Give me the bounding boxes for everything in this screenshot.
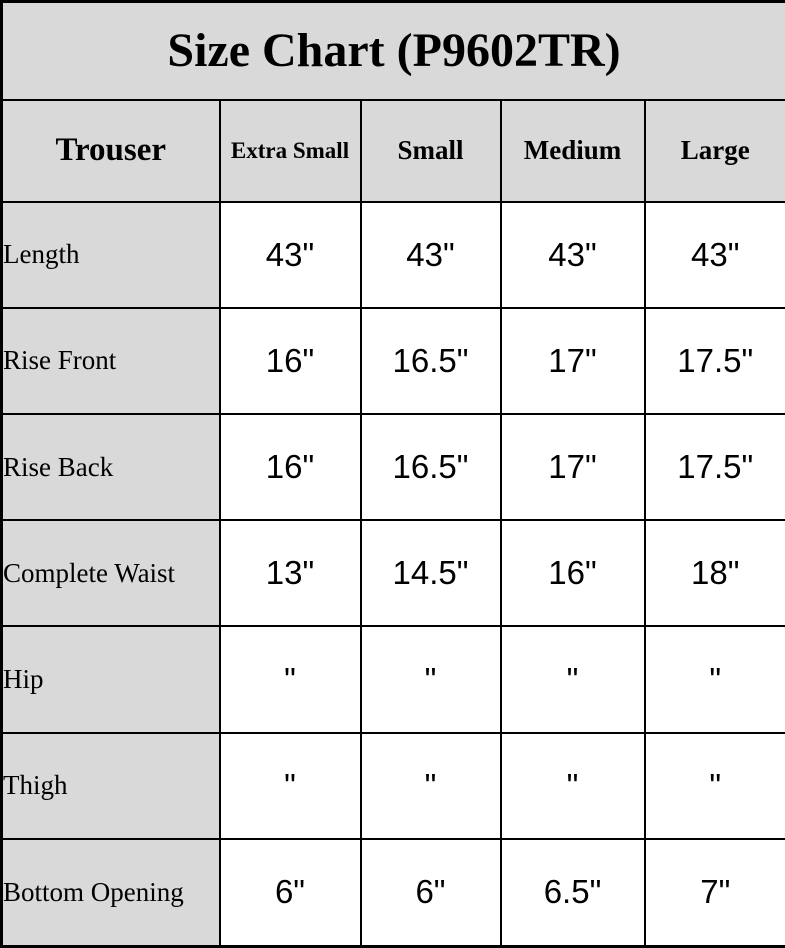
row-label-rise-front: Rise Front: [2, 308, 220, 414]
cell-value: 18": [645, 520, 785, 626]
cell-value: 16": [501, 520, 645, 626]
table-row-thigh: [2, 733, 785, 839]
cell-value: 16.5": [361, 414, 501, 520]
cell-value: 43": [220, 202, 361, 308]
cell-value: 16": [220, 414, 361, 520]
column-header-small: Small: [361, 100, 501, 202]
cell-value: ": [361, 733, 501, 839]
cell-value: 7": [645, 839, 785, 947]
cell-value: 43": [501, 202, 645, 308]
cell-value: ": [220, 733, 361, 839]
cell-value: ": [501, 733, 645, 839]
table-row-rise-front: [2, 308, 785, 414]
cell-value: 6.5": [501, 839, 645, 947]
table-row-hip: [2, 626, 785, 732]
page-title: Size Chart (P9602TR): [2, 2, 785, 100]
cell-value: 16": [220, 308, 361, 414]
header-row: [2, 100, 785, 202]
cell-value: 43": [361, 202, 501, 308]
cell-value: 17.5": [645, 308, 785, 414]
cell-value: 17.5": [645, 414, 785, 520]
cell-value: ": [645, 626, 785, 732]
table-row-length: [2, 202, 785, 308]
column-header-trouser: Trouser: [2, 100, 220, 202]
column-header-extra-small: Extra Small: [220, 100, 361, 202]
cell-value: 6": [220, 839, 361, 947]
column-header-medium: Medium: [501, 100, 645, 202]
cell-value: 14.5": [361, 520, 501, 626]
cell-value: 17": [501, 414, 645, 520]
table-row-bottom-opening: [2, 839, 785, 947]
row-label-hip: Hip: [2, 626, 220, 732]
cell-value: 13": [220, 520, 361, 626]
cell-value: 43": [645, 202, 785, 308]
row-label-bottom-opening: Bottom Opening: [2, 839, 220, 947]
cell-value: ": [645, 733, 785, 839]
cell-value: 6": [361, 839, 501, 947]
cell-value: ": [361, 626, 501, 732]
row-label-rise-back: Rise Back: [2, 414, 220, 520]
cell-value: ": [220, 626, 361, 732]
title-row: [2, 2, 785, 100]
row-label-complete-waist: Complete Waist: [2, 520, 220, 626]
table-row-complete-waist: [2, 520, 785, 626]
cell-value: 16.5": [361, 308, 501, 414]
table-row-rise-back: [2, 414, 785, 520]
cell-value: 17": [501, 308, 645, 414]
row-label-length: Length: [2, 202, 220, 308]
cell-value: ": [501, 626, 645, 732]
row-label-thigh: Thigh: [2, 733, 220, 839]
column-header-large: Large: [645, 100, 785, 202]
